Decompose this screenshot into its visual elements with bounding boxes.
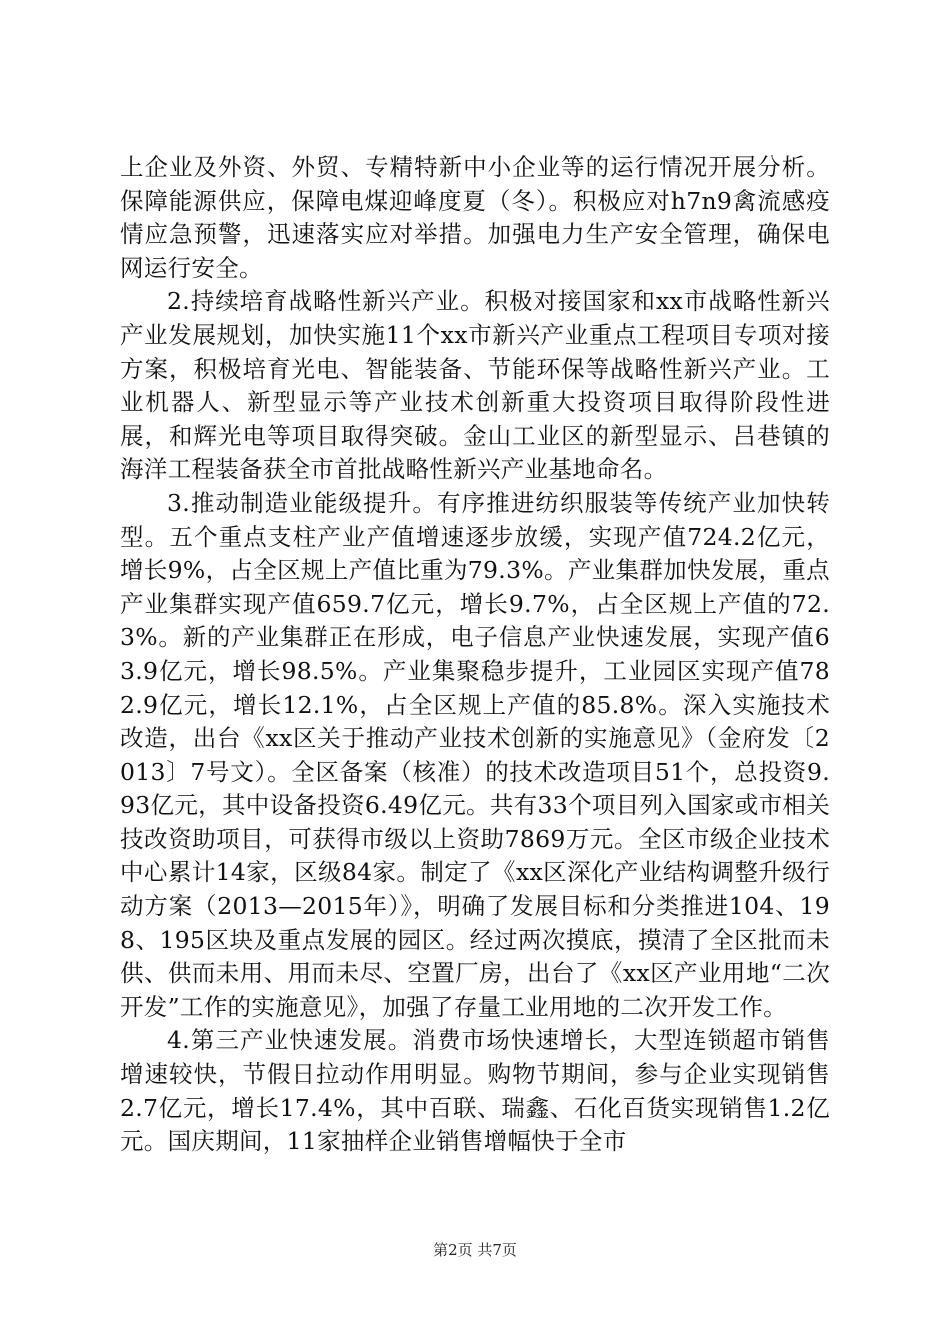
paragraph-tertiary-industry: 4.第三产业快速发展。消费市场快速增长，大型连锁超市销售增速较快，节假日拉动作用明显。购物节期间，参与企业实现销售2.7亿元，增长17.4%，其中百联、瑞鑫、石化百货实现销售1.2亿元。国庆期间，11家抽样企业销售增幅快于全市 [120, 1026, 830, 1156]
page-footer: 第2页 共7页 [433, 1241, 517, 1259]
paragraph-strategic-industries: 2.持续培育战略性新兴产业。积极对接国家和xx市战略性新兴产业发展规划，加快实施11个xx市新兴产业重点工程项目专项对接方案，积极培育光电、智能装备、节能环保等战略性新兴产业。工业机器人、新型显示等产业技术创新重大投资项目取得阶段性进展，和辉光电等项目取得突破。金山工业区的新型显示、吕巷镇的海洋工程装备获全市首批战略性新兴产业基地命名。 [120, 287, 830, 484]
paragraph-manufacturing-upgrade: 3.推动制造业能级提升。有序推进纺织服装等传统产业加快转型。五个重点支柱产业产值增速逐步放缓，实现产值724.2亿元，增长9%，占全区规上产值比重为79.3%。产业集群加快发展，重点产业集群实现产值659.7亿元，增长9.7%，占全区规上产值的72.3%。新的产业集群正在形成，电子信息产业快速发展，实现产值63.9亿元，增长98.5%。产业集聚稳步提升，工业园区实现产值782.9亿元，增长12.1%，占全区规上产值的85.8%。深入实施技术改造，出台《xx区关于推动产业技术创新的实施意见》（金府发〔2013〕7号文）。全区备案（核准）的技术改造项目51个，总投资9.93亿元，其中设备投资6.49亿元。共有33个项目列入国家或市相关技改资助项目，可获得市级以上资助7869万元。全区市级企业技术中心累计14家，区级84家。制定了《xx区深化产业结构调整升级行动方案（2013—2015年）》，明确了发展目标和分类推进104、198、195区块及重点发展的园区。经过两次摸底，摸清了全区批而未供、供而未用、用而未尽、空置厂房，出台了《xx区产业用地“二次开发”工作的实施意见》，加强了存量工业用地的二次开发工作。 [120, 488, 830, 1021]
paragraph-continuation: 上企业及外资、外贸、专精特新中小企业等的运行情况开展分析。保障能源供应，保障电煤迎峰度夏（冬）。积极应对h7n9禽流感疫情应急预警，迅速落实应对举措。加强电力生产安全管理，确保电网运行安全。 [120, 153, 830, 282]
document-body [120, 151, 830, 1159]
